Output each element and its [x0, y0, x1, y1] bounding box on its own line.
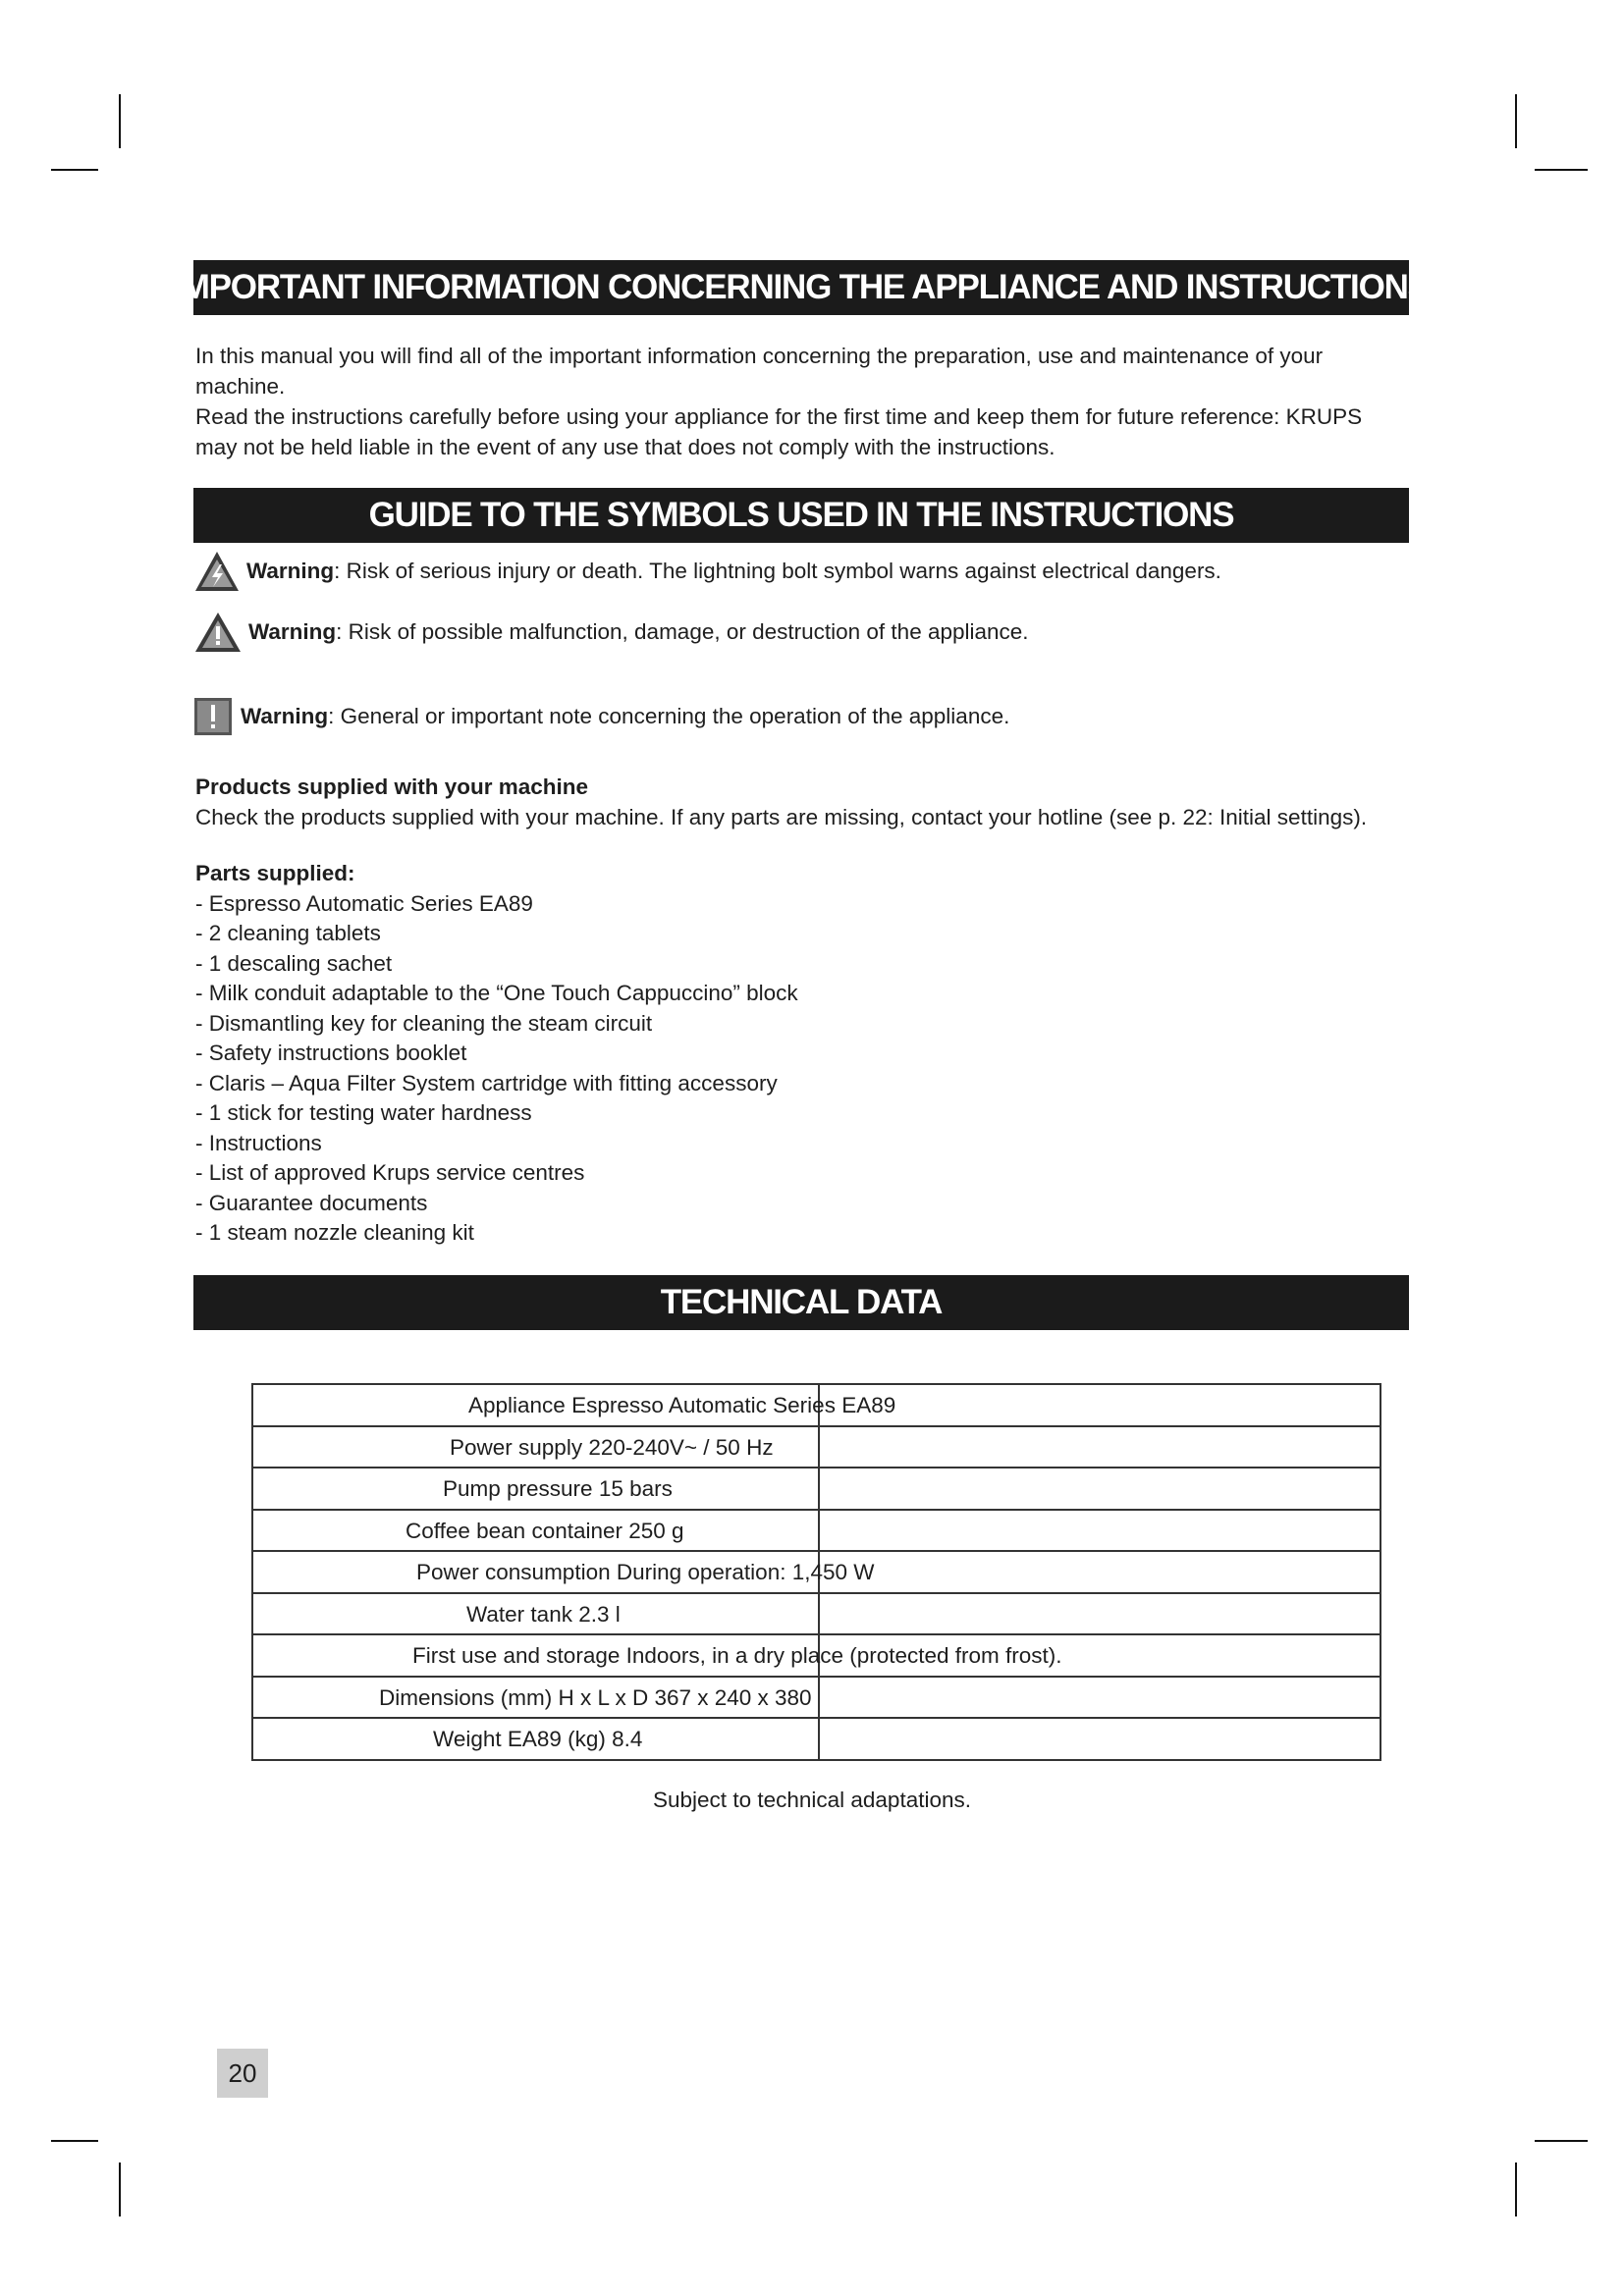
warning-label: Warning	[241, 704, 329, 728]
section-title-technical-data: TECHNICAL DATA	[193, 1275, 1409, 1330]
list-item: - Safety instructions booklet	[195, 1041, 467, 1065]
crop-mark	[1535, 169, 1588, 171]
products-supplied-block	[195, 772, 1413, 832]
intro-line-1: In this manual you will find all of the important information concerning the preparation, use and maintenance of your	[195, 344, 1324, 368]
list-item: - 1 steam nozzle cleaning kit	[195, 1220, 474, 1245]
list-item: - Guarantee documents	[195, 1190, 428, 1215]
warning-malfunction	[193, 611, 1029, 654]
instructions-line-2: may not be held liable in the event of any use that does not comply with the instructions.	[195, 435, 1056, 459]
table-row-text: Power consumption During operation: 1,450 W	[416, 1560, 875, 1584]
list-item: - List of approved Krups service centres	[195, 1160, 585, 1185]
crop-mark	[119, 94, 121, 148]
table-row	[252, 1634, 1380, 1677]
crop-mark	[1515, 94, 1517, 148]
table-row-text: Coffee bean container 250 g	[406, 1518, 684, 1543]
table-row	[252, 1551, 1380, 1593]
intro-line-2: machine.	[195, 374, 286, 399]
list-item: - Claris – Aqua Filter System cartridge with fitting accessory	[195, 1070, 778, 1095]
crop-mark	[1535, 2140, 1588, 2142]
section-title-important-info: IMPORTANT INFORMATION CONCERNING THE APPLIANCE AND INSTRUCTIONS	[193, 260, 1409, 315]
table-row	[252, 1384, 1380, 1426]
table-row	[252, 1426, 1380, 1468]
list-item: - 2 cleaning tablets	[195, 921, 381, 945]
table-row-text: Dimensions (mm) H x L x D 367 x 240 x 380	[379, 1684, 812, 1710]
table-row-text: First use and storage Indoors, in a dry place (protected from frost).	[412, 1643, 1062, 1668]
table-row	[252, 1510, 1380, 1552]
products-text: Check the products supplied with your machine. If any parts are missing, contact your hotline (see p. 22: Initial settings).	[195, 805, 1368, 829]
warning-label: Warning	[246, 559, 335, 583]
list-item: - 1 stick for testing water hardness	[195, 1100, 532, 1125]
warning-text: : General or important note concerning the operation of the appliance.	[328, 704, 1010, 728]
crop-mark	[51, 2140, 98, 2142]
parts-list	[195, 859, 798, 1249]
list-item: - Milk conduit adaptable to the “One Touch Cappuccino” block	[195, 981, 798, 1005]
table-row-text: Water tank 2.3 l	[466, 1601, 621, 1627]
products-heading: Products supplied with your machine	[195, 774, 589, 799]
warning-text: : Risk of possible malfunction, damage, or destruction of the appliance.	[336, 619, 1029, 644]
crop-mark	[119, 2163, 121, 2216]
section-title-symbols-guide: GUIDE TO THE SYMBOLS USED IN THE INSTRUCTIONS	[193, 488, 1409, 543]
table-row-text: Weight EA89 (kg) 8.4	[433, 1727, 643, 1751]
page-number: 20	[217, 2049, 268, 2098]
list-item: - Dismantling key for cleaning the steam circuit	[195, 1010, 653, 1036]
table-row	[252, 1677, 1380, 1719]
intro-paragraph	[195, 341, 1413, 462]
exclamation-triangle-icon	[193, 611, 243, 654]
table-row-text: Pump pressure 15 bars	[443, 1476, 673, 1501]
technical-data-table	[251, 1383, 1381, 1761]
crop-mark	[51, 169, 98, 171]
technical-note: Subject to technical adaptations.	[653, 1788, 971, 1812]
table-row	[252, 1718, 1380, 1760]
table-row-text: Appliance Espresso Automatic Series EA89	[468, 1393, 896, 1417]
table-row-text: Power supply 220-240V~ / 50 Hz	[450, 1434, 774, 1460]
warning-note	[193, 697, 1009, 736]
table-row	[252, 1593, 1380, 1635]
lightning-warning-icon	[193, 550, 241, 593]
table-row	[252, 1468, 1380, 1510]
instructions-line-1: Read the instructions carefully before using your appliance for the first time and keep them for future reference: KRUPS	[195, 404, 1363, 429]
crop-mark	[1515, 2163, 1517, 2216]
warning-electrical	[193, 550, 1221, 593]
note-box-icon	[193, 697, 233, 736]
list-item: - Instructions	[195, 1130, 322, 1155]
parts-heading: Parts supplied:	[195, 861, 355, 885]
list-item: - 1 descaling sachet	[195, 950, 393, 976]
list-item: - Espresso Automatic Series EA89	[195, 890, 533, 916]
warning-label: Warning	[248, 619, 337, 644]
warning-text: : Risk of serious injury or death. The lightning bolt symbol warns against electrical dangers.	[334, 559, 1221, 583]
